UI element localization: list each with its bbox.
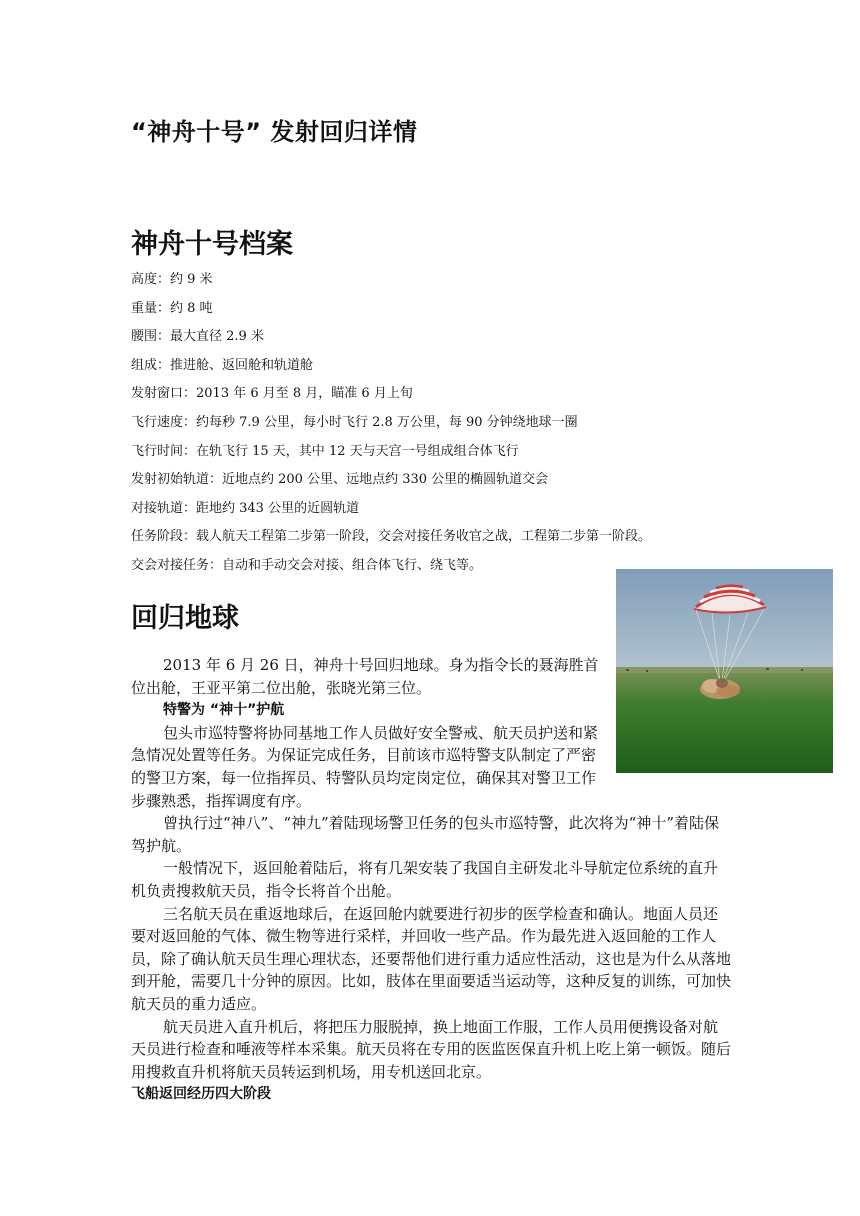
fact-item: 发射窗口：2013 年 6 月至 8 月，瞄准 6 月上旬: [131, 386, 413, 402]
return-paragraph-4: 一般情况下，返回舱着陆后，将有几架安装了我国自主研发北斗导航定位系统的直升机负责搜救航天员，指令长将首个出舱。: [131, 859, 719, 900]
fact-item: 组成：推进舱、返回舱和轨道舱: [131, 357, 314, 373]
return-paragraph-1: 2013 年 6 月 26 日，神舟十号回归地球。身为指令长的聂海胜首位出舱，王亚平第二位出舱，张晓光第三位。: [131, 656, 599, 697]
fact-item: 任务阶段：载人航天工程第二步第一阶段，交会对接任务收官之战，工程第二步第一阶段。: [131, 529, 652, 545]
fact-item: 飞行速度：约每秒 7.9 公里，每小时飞行 2.8 万公里，每 90 分钟绕地球一圈: [131, 414, 578, 430]
fact-item: 腰围：最大直径 2.9 米: [131, 329, 264, 345]
return-heading: 回归地球: [131, 603, 239, 634]
fact-item: 飞行时间：在轨飞行 15 天，其中 12 天与天宫一号组成组合体飞行: [131, 443, 519, 459]
fact-item: 发射初始轨道：近地点约 200 公里、远地点约 330 公里的椭圆轨道交会: [131, 472, 549, 488]
return-body: [131, 654, 731, 1106]
return-paragraph-5: 三名航天员在重返地球后，在返回舱内就要进行初步的医学检查和确认。地面人员还要对返回舱的气体、微生物等进行采样，并回收一些产品。作为最先进入返回舱的工作人员，除了确认航天员生理心理状态，还要帮他们进行重力适应性活动，这也是为什么从落地到开舱，需要几十分钟的原因。比如，肢体在里面要适当运动等，这种反复的训练，可加快航天员的重力适应。: [131, 904, 732, 1013]
fact-item: 重量：约 8 吨: [131, 300, 213, 316]
subhead-police-escort: 特警为 “神十”护航: [163, 702, 285, 719]
document-title: “神舟十号” 发射回归详情: [131, 118, 418, 146]
return-paragraph-2: 包头市巡特警将协同基地工作人员做好安全警戒、航天员护送和紧急情况处置等任务。为保证完成任务，目前该市巡特警支队制定了严密的警卫方案，每一位指挥员、特警队员均定岗定位，确保其对警卫工作步骤熟悉，指挥调度有序。: [131, 723, 599, 810]
fact-item: 对接轨道：距地约 343 公里的近圆轨道: [131, 500, 360, 516]
archive-fact-list: [131, 266, 651, 581]
archive-heading: 神舟十号档案: [131, 229, 293, 260]
return-paragraph-6: 航天员进入直升机后，将把压力服脱掉，换上地面工作服，工作人员用便携设备对航天员进行检查和唾液等样本采集。航天员将在专用的医监医保直升机上吃上第一顿饭。随后用搜救直升机将航天员转运到机场，用专机送回北京。: [131, 1017, 732, 1081]
fact-item: 高度：约 9 米: [131, 272, 213, 287]
subhead-four-stages: 飞船返回经历四大阶段: [131, 1086, 271, 1103]
fact-item: 交会对接任务：自动和手动交会对接、组合体飞行、绕飞等。: [131, 557, 483, 573]
return-paragraph-3: 曾执行过“神八”、“神九”着陆现场警卫任务的包头市巡特警，此次将为“神十”着陆保驾护航。: [131, 814, 720, 855]
